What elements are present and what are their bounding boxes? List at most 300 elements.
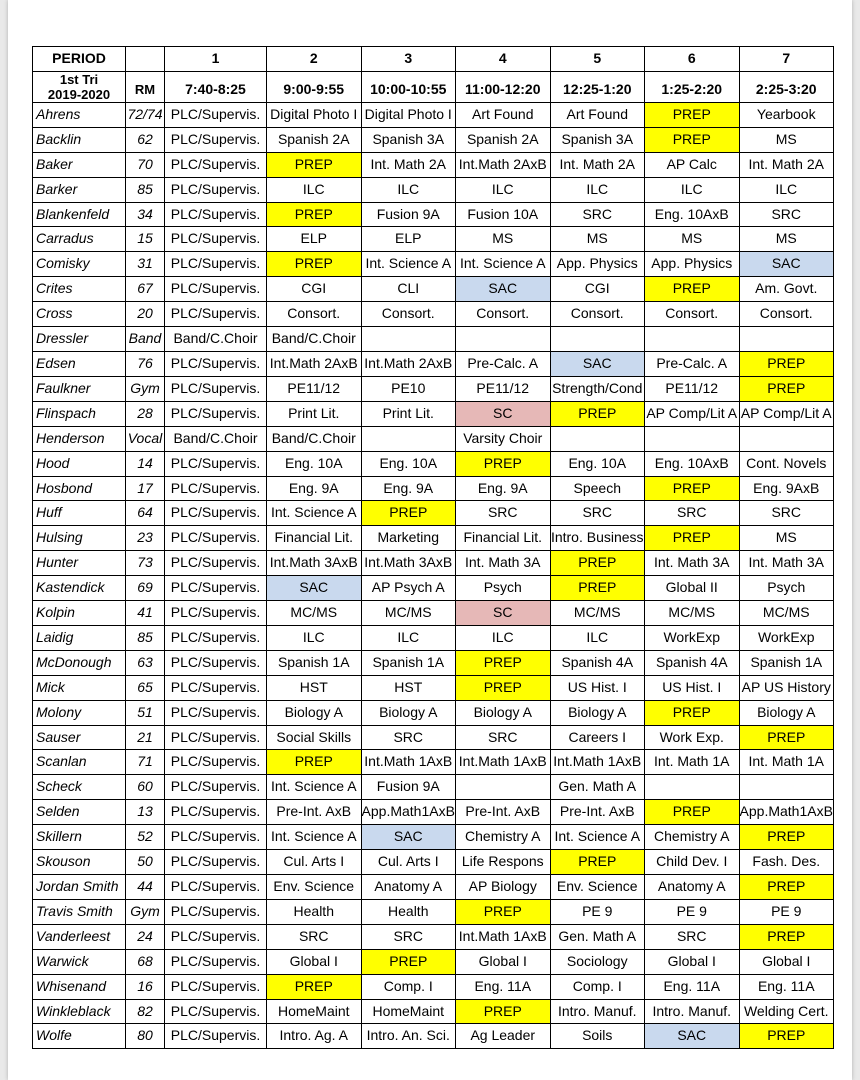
teacher-name: Hulsing bbox=[33, 526, 126, 551]
period-cell: Cul. Arts I bbox=[361, 850, 456, 875]
period-cell: Consort. bbox=[550, 302, 645, 327]
period-cell bbox=[456, 775, 551, 800]
period-number: 7 bbox=[739, 47, 834, 72]
table-row bbox=[33, 127, 834, 152]
period-cell: Speech bbox=[550, 476, 645, 501]
period-cell: Global I bbox=[456, 949, 551, 974]
period-cell: Comp. I bbox=[361, 974, 456, 999]
period-cell: Biology A bbox=[361, 700, 456, 725]
period-cell: Int. Math 3A bbox=[456, 551, 551, 576]
teacher-name: Laidig bbox=[33, 625, 126, 650]
teacher-name: Kolpin bbox=[33, 601, 126, 626]
table-row bbox=[33, 526, 834, 551]
period-cell: SRC bbox=[550, 202, 645, 227]
room-number: 65 bbox=[126, 675, 165, 700]
period-cell: PLC/Supervis. bbox=[165, 302, 267, 327]
table-row bbox=[33, 850, 834, 875]
teacher-name: Barker bbox=[33, 177, 126, 202]
period-cell: WorkExp bbox=[739, 625, 834, 650]
teacher-name: Wolfe bbox=[33, 1024, 126, 1049]
teacher-name: Skillern bbox=[33, 825, 126, 850]
period-cell: PREP bbox=[267, 252, 362, 277]
period-cell: Chemistry A bbox=[645, 825, 740, 850]
period-cell: US Hist. I bbox=[645, 675, 740, 700]
period-cell: Psych bbox=[456, 576, 551, 601]
period-cell: ILC bbox=[550, 625, 645, 650]
period-cell: Yearbook bbox=[739, 102, 834, 127]
room-number: 44 bbox=[126, 875, 165, 900]
period-cell: PE 9 bbox=[739, 899, 834, 924]
teacher-name: Selden bbox=[33, 800, 126, 825]
period-cell: Int.Math 2AxB bbox=[456, 152, 551, 177]
period-cell: Int. Science A bbox=[456, 252, 551, 277]
period-cell: PE 9 bbox=[550, 899, 645, 924]
period-cell: ELP bbox=[361, 227, 456, 252]
period-cell: Global I bbox=[739, 949, 834, 974]
period-cell: PREP bbox=[739, 351, 834, 376]
room-number: 16 bbox=[126, 974, 165, 999]
period-cell bbox=[456, 327, 551, 352]
term-label bbox=[33, 71, 126, 102]
period-cell: Eng. 10A bbox=[267, 451, 362, 476]
period-cell: SAC bbox=[456, 277, 551, 302]
period-number: 5 bbox=[550, 47, 645, 72]
table-row bbox=[33, 551, 834, 576]
period-cell: Spanish 2A bbox=[267, 127, 362, 152]
rm-label: RM bbox=[126, 71, 165, 102]
table-row bbox=[33, 227, 834, 252]
period-cell: PLC/Supervis. bbox=[165, 451, 267, 476]
period-cell: Health bbox=[361, 899, 456, 924]
room-number: 76 bbox=[126, 351, 165, 376]
teacher-name: Winkleblack bbox=[33, 999, 126, 1024]
period-cell: PREP bbox=[456, 899, 551, 924]
room-number: 17 bbox=[126, 476, 165, 501]
period-cell: HST bbox=[267, 675, 362, 700]
table-row bbox=[33, 277, 834, 302]
period-cell: SAC bbox=[361, 825, 456, 850]
teacher-name: Travis Smith bbox=[33, 899, 126, 924]
period-cell: PLC/Supervis. bbox=[165, 1024, 267, 1049]
period-number: 6 bbox=[645, 47, 740, 72]
period-cell: HST bbox=[361, 675, 456, 700]
teacher-name: Hosbond bbox=[33, 476, 126, 501]
period-cell: MC/MS bbox=[267, 601, 362, 626]
room-number: 24 bbox=[126, 924, 165, 949]
document-page bbox=[8, 0, 852, 1080]
teacher-name: Dressler bbox=[33, 327, 126, 352]
room-number: 41 bbox=[126, 601, 165, 626]
period-cell: PLC/Supervis. bbox=[165, 999, 267, 1024]
period-cell: Consort. bbox=[739, 302, 834, 327]
table-row bbox=[33, 750, 834, 775]
table-row bbox=[33, 650, 834, 675]
period-cell: PLC/Supervis. bbox=[165, 102, 267, 127]
period-cell: Life Respons bbox=[456, 850, 551, 875]
period-cell: PLC/Supervis. bbox=[165, 351, 267, 376]
period-cell: Fusion 10A bbox=[456, 202, 551, 227]
table-row bbox=[33, 376, 834, 401]
period-cell: PREP bbox=[456, 650, 551, 675]
period-cell: PLC/Supervis. bbox=[165, 601, 267, 626]
period-cell: Fash. Des. bbox=[739, 850, 834, 875]
room-number: 85 bbox=[126, 625, 165, 650]
period-cell: Band/C.Choir bbox=[267, 426, 362, 451]
room-number: Vocal bbox=[126, 426, 165, 451]
period-cell: PLC/Supervis. bbox=[165, 725, 267, 750]
period-cell: PREP bbox=[267, 750, 362, 775]
period-cell: SRC bbox=[267, 924, 362, 949]
teacher-name: Blankenfeld bbox=[33, 202, 126, 227]
period-cell: Anatomy A bbox=[645, 875, 740, 900]
period-cell: Marketing bbox=[361, 526, 456, 551]
period-cell bbox=[550, 327, 645, 352]
period-cell: ILC bbox=[456, 177, 551, 202]
room-number: 60 bbox=[126, 775, 165, 800]
period-cell: Biology A bbox=[550, 700, 645, 725]
period-cell: PLC/Supervis. bbox=[165, 875, 267, 900]
period-cell bbox=[645, 327, 740, 352]
period-cell: PLC/Supervis. bbox=[165, 501, 267, 526]
period-cell: PREP bbox=[550, 401, 645, 426]
period-cell: Int. Math 2A bbox=[550, 152, 645, 177]
period-cell: Eng. 9A bbox=[456, 476, 551, 501]
period-cell: Biology A bbox=[456, 700, 551, 725]
period-cell: Cont. Novels bbox=[739, 451, 834, 476]
period-cell: Band/C.Choir bbox=[267, 327, 362, 352]
period-cell: Intro. Business bbox=[550, 526, 645, 551]
table-row bbox=[33, 152, 834, 177]
period-cell: SAC bbox=[550, 351, 645, 376]
period-cell: PREP bbox=[739, 924, 834, 949]
room-number: 50 bbox=[126, 850, 165, 875]
teacher-name: Kastendick bbox=[33, 576, 126, 601]
room-number: 62 bbox=[126, 127, 165, 152]
period-cell bbox=[550, 426, 645, 451]
period-time: 7:40-8:25 bbox=[165, 71, 267, 102]
period-cell: Int. Science A bbox=[550, 825, 645, 850]
period-cell: PREP bbox=[645, 526, 740, 551]
table-row bbox=[33, 102, 834, 127]
period-cell: App. Physics bbox=[550, 252, 645, 277]
period-cell: Band/C.Choir bbox=[165, 426, 267, 451]
teacher-name: Faulkner bbox=[33, 376, 126, 401]
period-cell bbox=[739, 426, 834, 451]
period-cell: PLC/Supervis. bbox=[165, 551, 267, 576]
room-number: 67 bbox=[126, 277, 165, 302]
period-cell: Pre-Int. AxB bbox=[267, 800, 362, 825]
period-cell: Int.Math 1AxB bbox=[456, 924, 551, 949]
period-cell: Eng. 9AxB bbox=[739, 476, 834, 501]
period-cell: MC/MS bbox=[645, 601, 740, 626]
period-cell: SRC bbox=[645, 501, 740, 526]
period-cell: Intro. Ag. A bbox=[267, 1024, 362, 1049]
period-cell: Fusion 9A bbox=[361, 202, 456, 227]
period-cell: Eng. 11A bbox=[645, 974, 740, 999]
period-cell: PLC/Supervis. bbox=[165, 277, 267, 302]
period-cell: Print Lit. bbox=[267, 401, 362, 426]
period-cell: Soils bbox=[550, 1024, 645, 1049]
period-number: 3 bbox=[361, 47, 456, 72]
teacher-name: Hunter bbox=[33, 551, 126, 576]
period-cell: PREP bbox=[456, 451, 551, 476]
period-cell: Int. Math 2A bbox=[739, 152, 834, 177]
period-cell: AP US History bbox=[739, 675, 834, 700]
teacher-name: Comisky bbox=[33, 252, 126, 277]
period-cell: PE11/12 bbox=[267, 376, 362, 401]
period-cell: Biology A bbox=[267, 700, 362, 725]
period-cell: Pre-Calc. A bbox=[456, 351, 551, 376]
period-time: 12:25-1:20 bbox=[550, 71, 645, 102]
table-row bbox=[33, 501, 834, 526]
room-number: 63 bbox=[126, 650, 165, 675]
table-row bbox=[33, 327, 834, 352]
period-cell: Eng. 10A bbox=[361, 451, 456, 476]
period-cell: Int. Math 3A bbox=[739, 551, 834, 576]
room-number: 52 bbox=[126, 825, 165, 850]
period-cell: Spanish 4A bbox=[550, 650, 645, 675]
table-row bbox=[33, 451, 834, 476]
period-cell: PLC/Supervis. bbox=[165, 949, 267, 974]
period-cell: PLC/Supervis. bbox=[165, 850, 267, 875]
room-number: 31 bbox=[126, 252, 165, 277]
room-number: 14 bbox=[126, 451, 165, 476]
teacher-name: Crites bbox=[33, 277, 126, 302]
period-cell: Fusion 9A bbox=[361, 775, 456, 800]
period-cell: PREP bbox=[550, 551, 645, 576]
teacher-name: Henderson bbox=[33, 426, 126, 451]
room-number: 72/74 bbox=[126, 102, 165, 127]
period-cell: ILC bbox=[361, 177, 456, 202]
period-cell: SAC bbox=[739, 252, 834, 277]
period-cell: Int.Math 3AxB bbox=[267, 551, 362, 576]
room-number: Gym bbox=[126, 899, 165, 924]
period-cell: MS bbox=[739, 227, 834, 252]
period-cell: PREP bbox=[550, 850, 645, 875]
room-number: 51 bbox=[126, 700, 165, 725]
table-row bbox=[33, 302, 834, 327]
room-number: 23 bbox=[126, 526, 165, 551]
period-cell: PLC/Supervis. bbox=[165, 700, 267, 725]
table-row bbox=[33, 924, 834, 949]
teacher-name: Backlin bbox=[33, 127, 126, 152]
period-cell: MS bbox=[456, 227, 551, 252]
table-row bbox=[33, 675, 834, 700]
table-row bbox=[33, 576, 834, 601]
schedule-table bbox=[32, 46, 834, 1049]
period-cell: MS bbox=[550, 227, 645, 252]
period-cell: PLC/Supervis. bbox=[165, 202, 267, 227]
period-cell bbox=[645, 426, 740, 451]
teacher-name: Baker bbox=[33, 152, 126, 177]
period-cell: AP Calc bbox=[645, 152, 740, 177]
period-time-row bbox=[33, 71, 834, 102]
teacher-name: Cross bbox=[33, 302, 126, 327]
period-cell: Spanish 4A bbox=[645, 650, 740, 675]
period-cell: US Hist. I bbox=[550, 675, 645, 700]
period-cell: MS bbox=[739, 127, 834, 152]
period-cell: PLC/Supervis. bbox=[165, 252, 267, 277]
period-time: 1:25-2:20 bbox=[645, 71, 740, 102]
period-cell: PE10 bbox=[361, 376, 456, 401]
period-cell: PLC/Supervis. bbox=[165, 625, 267, 650]
teacher-name: Hood bbox=[33, 451, 126, 476]
teacher-name: Skouson bbox=[33, 850, 126, 875]
room-number: 68 bbox=[126, 949, 165, 974]
period-cell: Int. Math 3A bbox=[645, 551, 740, 576]
period-cell: Health bbox=[267, 899, 362, 924]
period-cell: Welding Cert. bbox=[739, 999, 834, 1024]
table-row bbox=[33, 202, 834, 227]
period-cell: PREP bbox=[645, 476, 740, 501]
table-row bbox=[33, 1024, 834, 1049]
period-cell: PLC/Supervis. bbox=[165, 576, 267, 601]
period-cell: PREP bbox=[739, 875, 834, 900]
table-row bbox=[33, 177, 834, 202]
period-cell: SRC bbox=[361, 725, 456, 750]
period-cell: Eng. 10A bbox=[550, 451, 645, 476]
period-cell: Print Lit. bbox=[361, 401, 456, 426]
period-cell: Eng. 11A bbox=[456, 974, 551, 999]
period-cell: Social Skills bbox=[267, 725, 362, 750]
period-cell: Int.Math 1AxB bbox=[361, 750, 456, 775]
period-cell: Int.Math 1AxB bbox=[550, 750, 645, 775]
period-cell: Biology A bbox=[739, 700, 834, 725]
table-row bbox=[33, 700, 834, 725]
period-cell: Art Found bbox=[456, 102, 551, 127]
period-cell: Int. Math 1A bbox=[739, 750, 834, 775]
period-time: 10:00-10:55 bbox=[361, 71, 456, 102]
period-cell: PLC/Supervis. bbox=[165, 476, 267, 501]
period-cell: PLC/Supervis. bbox=[165, 401, 267, 426]
period-cell: PREP bbox=[739, 1024, 834, 1049]
period-cell: Digital Photo I bbox=[267, 102, 362, 127]
table-row bbox=[33, 725, 834, 750]
period-cell: PREP bbox=[456, 675, 551, 700]
period-label: PERIOD bbox=[33, 47, 126, 72]
room-number: 80 bbox=[126, 1024, 165, 1049]
period-cell: PE 9 bbox=[645, 899, 740, 924]
period-cell bbox=[645, 775, 740, 800]
period-cell: PLC/Supervis. bbox=[165, 152, 267, 177]
period-number-row bbox=[33, 47, 834, 72]
period-cell: Work Exp. bbox=[645, 725, 740, 750]
period-cell: ILC bbox=[645, 177, 740, 202]
period-number: 2 bbox=[267, 47, 362, 72]
period-cell: PLC/Supervis. bbox=[165, 177, 267, 202]
teacher-name: Sauser bbox=[33, 725, 126, 750]
period-cell: Consort. bbox=[456, 302, 551, 327]
period-cell: Int.Math 3AxB bbox=[361, 551, 456, 576]
period-cell bbox=[739, 327, 834, 352]
period-cell: Eng. 10AxB bbox=[645, 202, 740, 227]
period-cell: Band/C.Choir bbox=[165, 327, 267, 352]
period-cell: ILC bbox=[456, 625, 551, 650]
period-cell: Digital Photo I bbox=[361, 102, 456, 127]
period-time: 9:00-9:55 bbox=[267, 71, 362, 102]
table-row bbox=[33, 800, 834, 825]
period-cell: ILC bbox=[267, 625, 362, 650]
period-cell: WorkExp bbox=[645, 625, 740, 650]
period-cell: CGI bbox=[550, 277, 645, 302]
room-number: 71 bbox=[126, 750, 165, 775]
table-row bbox=[33, 775, 834, 800]
period-cell: ILC bbox=[361, 625, 456, 650]
table-row bbox=[33, 875, 834, 900]
period-cell: SRC bbox=[645, 924, 740, 949]
period-cell: PLC/Supervis. bbox=[165, 775, 267, 800]
period-cell: Strength/Cond bbox=[550, 376, 645, 401]
period-cell: Varsity Choir bbox=[456, 426, 551, 451]
period-cell: Financial Lit. bbox=[267, 526, 362, 551]
period-cell: PLC/Supervis. bbox=[165, 127, 267, 152]
period-cell: PLC/Supervis. bbox=[165, 924, 267, 949]
period-cell: PLC/Supervis. bbox=[165, 974, 267, 999]
period-number: 4 bbox=[456, 47, 551, 72]
period-cell: PREP bbox=[456, 999, 551, 1024]
period-cell: PLC/Supervis. bbox=[165, 800, 267, 825]
period-cell: Int. Math 2A bbox=[361, 152, 456, 177]
period-cell: PLC/Supervis. bbox=[165, 675, 267, 700]
teacher-name: Molony bbox=[33, 700, 126, 725]
period-cell: SC bbox=[456, 401, 551, 426]
period-cell: SC bbox=[456, 601, 551, 626]
teacher-name: Scanlan bbox=[33, 750, 126, 775]
period-cell: PREP bbox=[739, 376, 834, 401]
table-row bbox=[33, 625, 834, 650]
table-row bbox=[33, 949, 834, 974]
period-cell: Spanish 1A bbox=[361, 650, 456, 675]
period-cell: SRC bbox=[739, 202, 834, 227]
teacher-name: Vanderleest bbox=[33, 924, 126, 949]
room-number: 28 bbox=[126, 401, 165, 426]
table-row bbox=[33, 974, 834, 999]
period-cell: PREP bbox=[645, 700, 740, 725]
period-cell: PREP bbox=[361, 501, 456, 526]
period-cell: PLC/Supervis. bbox=[165, 650, 267, 675]
period-cell: AP Comp/Lit A bbox=[739, 401, 834, 426]
period-cell: Eng. 10AxB bbox=[645, 451, 740, 476]
period-cell: Cul. Arts I bbox=[267, 850, 362, 875]
period-cell: Ag Leader bbox=[456, 1024, 551, 1049]
table-row bbox=[33, 476, 834, 501]
teacher-name: Jordan Smith bbox=[33, 875, 126, 900]
rm-header-blank bbox=[126, 47, 165, 72]
period-cell: PREP bbox=[267, 152, 362, 177]
period-cell: SRC bbox=[456, 725, 551, 750]
period-cell: Spanish 1A bbox=[267, 650, 362, 675]
room-number: Gym bbox=[126, 376, 165, 401]
period-cell bbox=[739, 775, 834, 800]
period-cell: ILC bbox=[267, 177, 362, 202]
period-cell: MS bbox=[739, 526, 834, 551]
period-number: 1 bbox=[165, 47, 267, 72]
period-cell: PREP bbox=[267, 202, 362, 227]
period-cell: SAC bbox=[267, 576, 362, 601]
period-cell: App.Math1AxB bbox=[361, 800, 456, 825]
room-number: 21 bbox=[126, 725, 165, 750]
table-row bbox=[33, 601, 834, 626]
period-cell: Int. Science A bbox=[267, 775, 362, 800]
schedule-body bbox=[33, 102, 834, 1048]
period-time: 2:25-3:20 bbox=[739, 71, 834, 102]
room-number: 34 bbox=[126, 202, 165, 227]
period-cell: MC/MS bbox=[550, 601, 645, 626]
teacher-name: Whisenand bbox=[33, 974, 126, 999]
period-cell: PREP bbox=[361, 949, 456, 974]
teacher-name: Scheck bbox=[33, 775, 126, 800]
period-cell: Eng. 9A bbox=[267, 476, 362, 501]
